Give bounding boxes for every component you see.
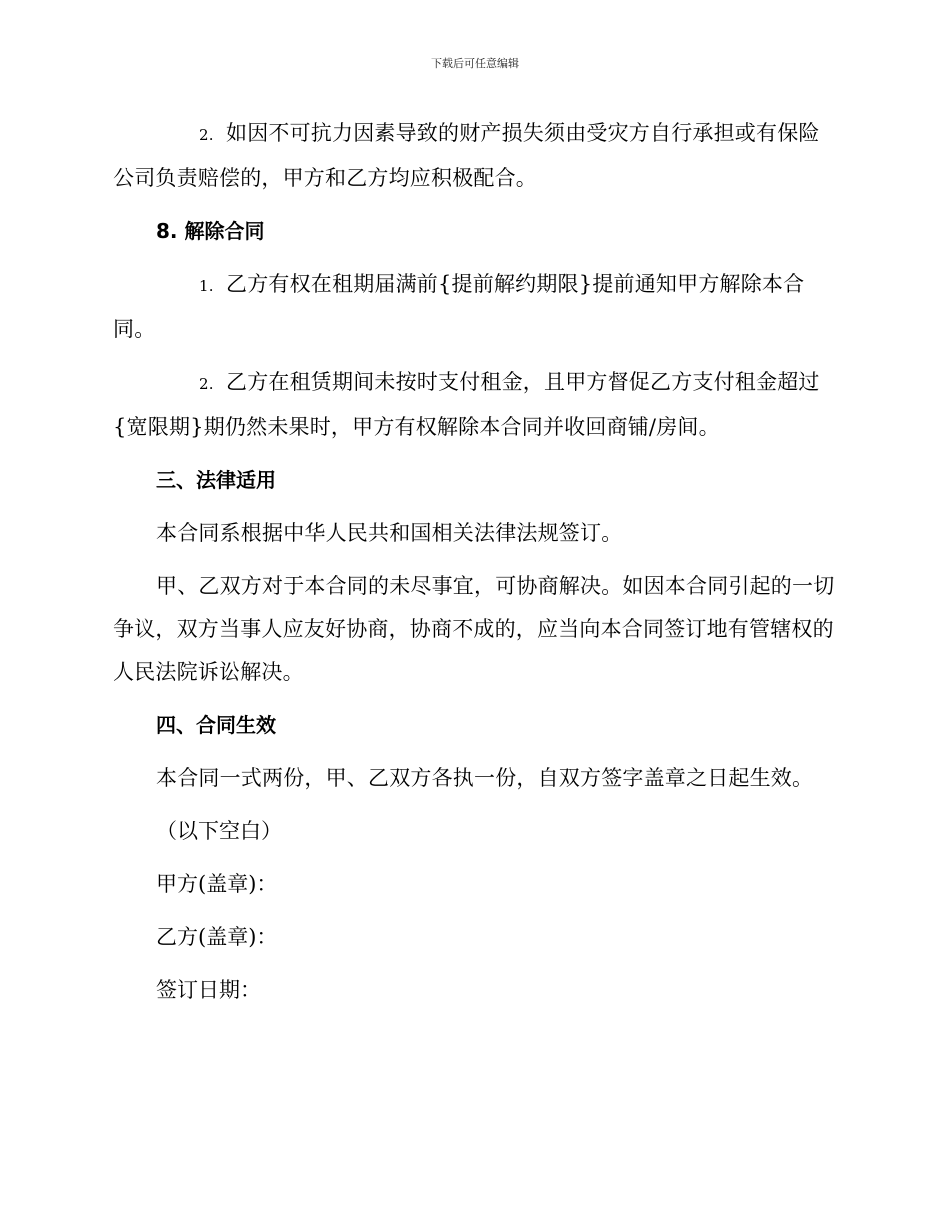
page-header: 下载后可任意编辑 bbox=[431, 57, 519, 70]
item-number: 2. bbox=[199, 375, 214, 393]
clause-text-line1: 如因不可抗力因素导致的财产损失须由受灾方自行承担或有保险 bbox=[226, 121, 820, 145]
clause-text-rest: 公司负责赔偿的，甲方和乙方均应积极配合。 bbox=[113, 166, 537, 190]
clause-2-force-majeure bbox=[113, 112, 835, 200]
law-paragraph-1: 本合同系根据中华人民共和国相关法律法规签订。 bbox=[156, 521, 623, 545]
signing-date: 签订日期： bbox=[156, 978, 261, 1002]
clause-text-rest: {宽限期}期仍然未果时，甲方有权解除本合同并收回商铺/房间。 bbox=[113, 415, 720, 439]
clause-text-rest: 同。 bbox=[113, 317, 156, 341]
document-body bbox=[113, 112, 835, 1022]
heading-termination: 8. 解除合同 bbox=[156, 219, 265, 243]
effect-paragraph: 本合同一式两份，甲、乙双方各执一份，自双方签字盖章之日起生效。 bbox=[156, 766, 814, 790]
heading-contract-effect: 四、合同生效 bbox=[156, 713, 276, 737]
blank-note: （以下空白） bbox=[156, 819, 282, 843]
party-a-signature: 甲方(盖章)： bbox=[156, 872, 278, 896]
termination-item-2 bbox=[113, 361, 835, 449]
law-paragraph-2: 甲、乙双方对于本合同的未尽事宜，可协商解决。如因本合同引起的一切争议，双方当事人应友好协商，协商不成的，应当向本合同签订地有管辖权的人民法院诉讼解决。 bbox=[113, 574, 835, 684]
clause-text-line1: 乙方有权在租期届满前{提前解约期限}提前通知甲方解除本合 bbox=[226, 272, 805, 296]
item-number: 2. bbox=[199, 126, 214, 144]
termination-item-1 bbox=[113, 263, 835, 351]
clause-text-line1: 乙方在租赁期间未按时支付租金，且甲方督促乙方支付租金超过 bbox=[226, 370, 820, 394]
item-number: 1. bbox=[199, 277, 214, 295]
party-b-signature: 乙方(盖章)： bbox=[156, 925, 278, 949]
heading-applicable-law: 三、法律适用 bbox=[156, 468, 276, 492]
